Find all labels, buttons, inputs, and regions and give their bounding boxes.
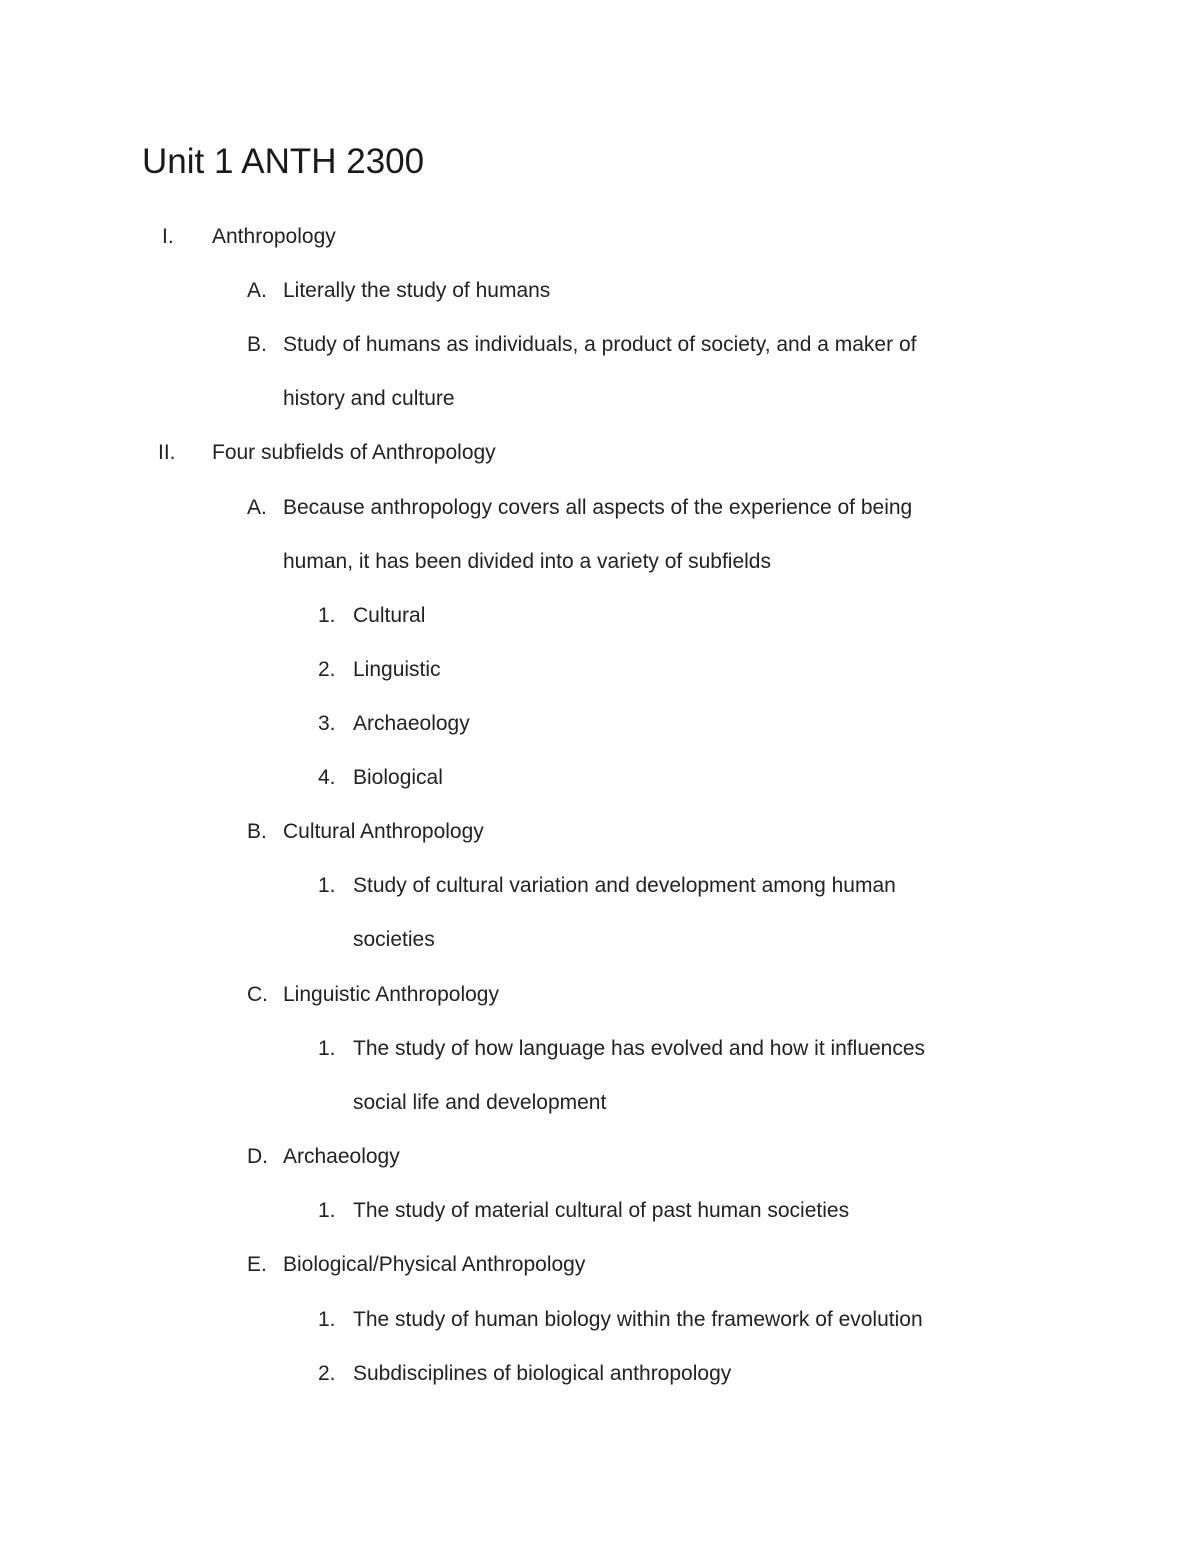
outline-item-6: Cultural [353, 604, 426, 627]
outline-item-11-line-1: Study of cultural variation and development among human [353, 874, 896, 897]
outline-item-14: Archaeology [283, 1145, 400, 1168]
outline-marker-12: C. [247, 983, 268, 1006]
outline-item-13-line-1: The study of how language has evolved and how it influences [353, 1037, 926, 1060]
outline-item-8: Archaeology [353, 712, 470, 735]
outline-marker-18: 2. [318, 1362, 336, 1385]
outline-marker-15: 1. [318, 1199, 336, 1222]
outline-marker-2: A. [247, 279, 267, 302]
outline-marker-7: 2. [318, 658, 336, 681]
outline-item-10: Cultural Anthropology [283, 820, 484, 843]
outline-item-3-line-2: history and culture [283, 387, 455, 410]
outline-marker-5: A. [247, 496, 267, 519]
outline-marker-1: I. [162, 225, 174, 248]
document-title: Unit 1 ANTH 2300 [142, 142, 425, 181]
outline-item-1: Anthropology [212, 225, 336, 248]
outline-marker-9: 4. [318, 766, 336, 789]
outline-item-12: Linguistic Anthropology [283, 983, 499, 1006]
outline-item-18: Subdisciplines of biological anthropology [353, 1362, 732, 1385]
outline-marker-3: B. [247, 333, 267, 356]
outline-item-4: Four subfields of Anthropology [212, 441, 496, 464]
outline-item-16: Biological/Physical Anthropology [283, 1253, 586, 1276]
outline-marker-8: 3. [318, 712, 336, 735]
outline-marker-6: 1. [318, 604, 336, 627]
outline-item-9: Biological [353, 766, 443, 789]
outline-marker-13: 1. [318, 1037, 336, 1060]
outline-item-5-line-1: Because anthropology covers all aspects of the experience of being [283, 496, 913, 519]
outline-marker-11: 1. [318, 874, 336, 897]
outline-item-2: Literally the study of humans [283, 279, 551, 302]
outline-item-5-line-2: human, it has been divided into a variety of subfields [283, 550, 771, 573]
outline-marker-16: E. [247, 1253, 267, 1276]
outline-marker-17: 1. [318, 1308, 336, 1331]
outline-marker-14: D. [247, 1145, 268, 1168]
outline-item-13-line-2: social life and development [353, 1091, 607, 1114]
outline-item-3-line-1: Study of humans as individuals, a product of society, and a maker of [283, 333, 917, 356]
outline-marker-10: B. [247, 820, 267, 843]
outline-item-15: The study of material cultural of past human societies [353, 1199, 850, 1222]
outline-item-11-line-2: societies [353, 928, 435, 951]
outline-item-7: Linguistic [353, 658, 441, 681]
outline-marker-4: II. [158, 441, 176, 464]
outline-item-17: The study of human biology within the framework of evolution [353, 1308, 923, 1331]
